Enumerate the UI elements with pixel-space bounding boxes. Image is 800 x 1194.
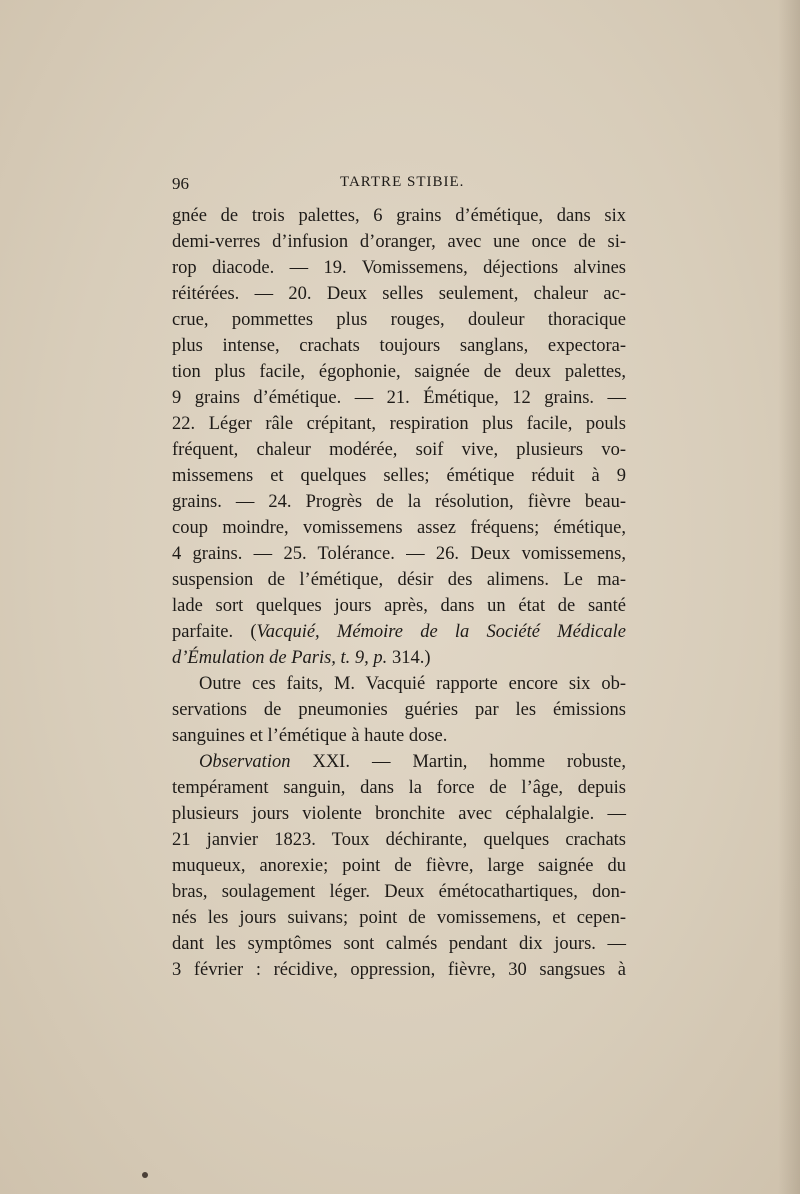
text-line: suspension de l’émétique, désir des alimens. Le ma- bbox=[172, 570, 626, 590]
text-line: missemens et quelques selles; émétique réduit à 9 bbox=[172, 466, 626, 486]
text-line: servations de pneumonies guéries par les émissions bbox=[172, 700, 626, 720]
text-line: réitérées. — 20. Deux selles seulement, chaleur ac- bbox=[172, 284, 626, 304]
observation-number: XXI. bbox=[290, 752, 350, 772]
text-line: grains. — 24. Progrès de la résolution, fièvre beau- bbox=[172, 492, 626, 512]
text-line: 4 grains. — 25. Tolérance. — 26. Deux vomissemens, bbox=[172, 544, 626, 564]
text-line: demi-verres d’infusion d’oranger, avec une once de si- bbox=[172, 232, 626, 252]
observation-label: Observation bbox=[199, 752, 291, 772]
text-line: tempérament sanguin, dans la force de l’âge, depuis bbox=[172, 778, 626, 798]
page-number: 96 bbox=[172, 174, 189, 193]
citation-line bbox=[172, 645, 626, 671]
text-line: rop diacode. — 19. Vomissemens, déjections alvines bbox=[172, 258, 626, 278]
text-line: plusieurs jours violente bronchite avec céphalalgie. — bbox=[172, 804, 626, 824]
text-line: coup moindre, vomissemens assez fréquens; émétique, bbox=[172, 518, 626, 538]
text-line: muqueux, anorexie; point de fièvre, large saignée du bbox=[172, 856, 626, 876]
text-line: lade sort quelques jours après, dans un état de santé bbox=[172, 596, 626, 616]
body-text bbox=[172, 203, 626, 983]
observation-heading-line bbox=[172, 749, 626, 775]
text-line: crue, pommettes plus rouges, douleur thoracique bbox=[172, 310, 626, 330]
text-line: 22. Léger râle crépitant, respiration plus facile, pouls bbox=[172, 414, 626, 434]
text-segment: — Martin, homme robuste, bbox=[349, 752, 626, 772]
citation-line bbox=[172, 619, 626, 645]
text-line: 9 grains d’émétique. — 21. Émétique, 12 grains. — bbox=[172, 388, 626, 408]
citation-source: Vacquié, Mémoire de la Société Médicale bbox=[256, 622, 626, 642]
text-line: fréquent, chaleur modérée, soif vive, plusieurs vo- bbox=[172, 440, 626, 460]
text-line: nés les jours suivans; point de vomissemens, et cepen- bbox=[172, 908, 626, 928]
paper-spot bbox=[142, 1172, 148, 1178]
page-edge-shadow bbox=[778, 0, 800, 1194]
citation-suffix: 314.) bbox=[387, 648, 431, 668]
page-header bbox=[172, 174, 626, 200]
text-line: Outre ces faits, M. Vacquié rapporte encore six ob- bbox=[199, 674, 626, 694]
text-line: plus intense, crachats toujours sanglans, expectora- bbox=[172, 336, 626, 356]
text-line: tion plus facile, égophonie, saignée de deux palettes, bbox=[172, 362, 626, 382]
running-title: TARTRE STIBIE. bbox=[340, 174, 465, 190]
citation-prefix: parfaite. ( bbox=[172, 622, 257, 642]
text-line: bras, soulagement léger. Deux émétocathartiques, don- bbox=[172, 882, 626, 902]
text-line: 3 février : récidive, oppression, fièvre, 30 sangsues à bbox=[172, 960, 626, 980]
text-line: 21 janvier 1823. Toux déchirante, quelques crachats bbox=[172, 830, 626, 850]
citation-source-continued: d’Émulation de Paris, t. 9, p. bbox=[172, 648, 388, 668]
text-line: gnée de trois palettes, 6 grains d’émétique, dans six bbox=[172, 206, 626, 226]
text-line: dant les symptômes sont calmés pendant dix jours. — bbox=[172, 934, 626, 954]
text-line: sanguines et l’émétique à haute dose. bbox=[172, 726, 448, 746]
